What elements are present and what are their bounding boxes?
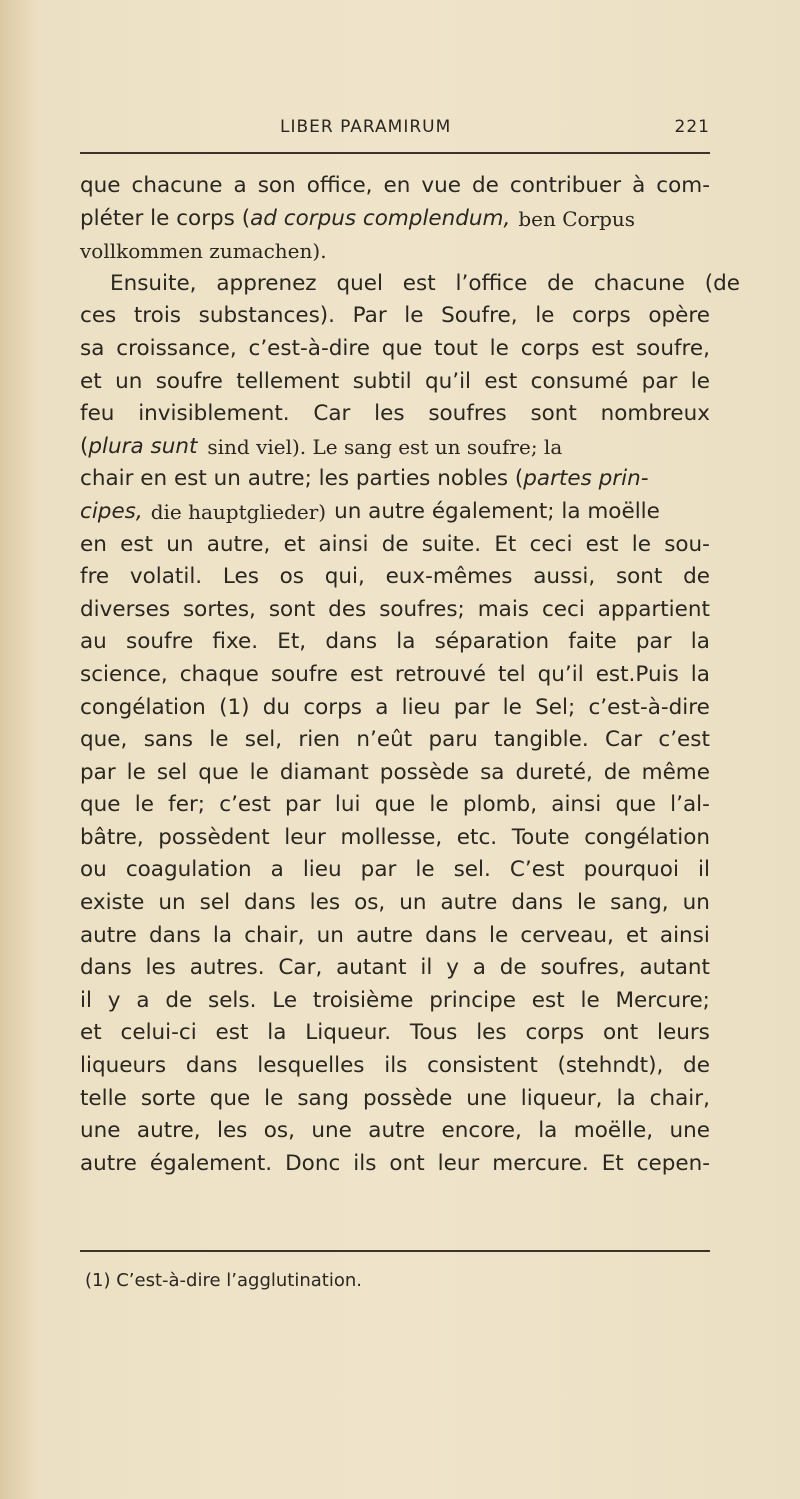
text-line: [80, 692, 710, 725]
page-number: 221: [674, 117, 710, 137]
text-line: [80, 268, 740, 301]
german-phrase: sind viel). Le sang est un soufre; la: [207, 434, 563, 459]
footnote-rule: [80, 1250, 710, 1252]
line-text: pléter le corps (: [80, 205, 251, 231]
text-line: [80, 235, 710, 268]
text-line: [80, 920, 710, 953]
text-line: [80, 854, 710, 887]
text-line: [80, 985, 710, 1018]
running-title: LIBER PARAMIRUM: [280, 117, 452, 137]
latin-phrase: plura sunt: [88, 433, 198, 459]
line-text: autre dans la chair, un autre dans le cerveau, et ainsi: [80, 922, 710, 948]
text-line: [80, 789, 710, 822]
text-line: [80, 203, 710, 236]
text-line: [80, 724, 710, 757]
text-line: [80, 1148, 710, 1181]
line-text: autre également. Donc ils ont leur mercure. Et cepen-: [80, 1150, 710, 1176]
text-line: [80, 1017, 710, 1050]
line-text: diverses sortes, sont des soufres; mais ceci appartient: [80, 596, 710, 622]
text-line: [80, 887, 710, 920]
line-text: telle sorte que le sang possède une liqueur, la chair,: [80, 1085, 710, 1111]
line-text: sa croissance, c’est-à-dire que tout le corps est soufre,: [80, 335, 710, 361]
text-line: [80, 1083, 710, 1116]
footnote: (1) C’est-à-dire l’agglutination.: [85, 1270, 362, 1291]
line-text: une autre, les os, une autre encore, la moëlle, une: [80, 1118, 710, 1144]
latin-phrase: cipes,: [80, 498, 143, 524]
line-text: que, sans le sel, rien n’eût paru tangible. Car c’est: [80, 727, 710, 753]
text-line: [80, 757, 710, 790]
line-text: feu invisiblement. Car les soufres sont nombreux: [80, 401, 710, 427]
line-text: (: [80, 433, 89, 459]
line-text: chair en est un autre; les parties nobles (: [80, 466, 524, 492]
line-text: et celui-ci est la Liqueur. Tous les corps ont leurs: [80, 1020, 710, 1046]
german-phrase: die hauptglieder): [150, 499, 327, 524]
text-line: [80, 822, 710, 855]
line-text: un autre également; la moëlle: [334, 498, 660, 524]
running-head: [80, 117, 710, 141]
line-text: liqueurs dans lesquelles ils consistent (stehndt), de: [80, 1053, 710, 1079]
line-text: il y a de sels. Le troisième principe est le Mercure;: [80, 987, 710, 1013]
line-text: Ensuite, apprenez quel est l’office de chacune (de: [110, 270, 740, 296]
text-line: [80, 170, 710, 203]
line-text: dans les autres. Car, autant il y a de soufres, autant: [80, 955, 710, 981]
line-text: en est un autre, et ainsi de suite. Et ceci est le sou-: [80, 531, 710, 557]
header-rule: [80, 152, 710, 154]
text-line: [80, 463, 710, 496]
line-text: existe un sel dans les os, un autre dans le sang, un: [80, 890, 710, 916]
text-line: [80, 561, 710, 594]
line-text: ou coagulation a lieu par le sel. C’est pourquoi il: [80, 857, 710, 883]
text-line: [80, 952, 710, 985]
line-text: ces trois substances). Par le Soufre, le corps opère: [80, 303, 710, 329]
text-line: [80, 626, 710, 659]
text-line: [80, 496, 710, 529]
latin-phrase: ad corpus complendum,: [250, 205, 511, 231]
text-line: [80, 529, 710, 562]
line-text: par le sel que le diamant possède sa dureté, de même: [80, 759, 710, 785]
text-line: [80, 1115, 710, 1148]
text-line: [80, 300, 710, 333]
line-text: congélation (1) du corps a lieu par le Sel; c’est-à-dire: [80, 694, 710, 720]
text-line: [80, 366, 710, 399]
line-text: fre volatil. Les os qui, eux-mêmes aussi, sont de: [80, 564, 710, 590]
text-line: [80, 398, 710, 431]
line-text: que le fer; c’est par lui que le plomb, ainsi que l’al-: [80, 792, 710, 818]
body-text: [80, 170, 740, 1180]
text-line: [80, 659, 710, 692]
german-phrase: ben Corpus: [518, 206, 636, 231]
text-line: [80, 431, 710, 464]
line-text: bâtre, possèdent leur mollesse, etc. Toute congélation: [80, 824, 710, 850]
text-line: [80, 594, 710, 627]
latin-phrase: partes prin-: [523, 466, 649, 492]
text-line: [80, 1050, 710, 1083]
line-text: science, chaque soufre est retrouvé tel qu’il est.Puis la: [80, 661, 710, 687]
line-text: au soufre fixe. Et, dans la séparation faite par la: [80, 629, 710, 655]
line-text: que chacune a son office, en vue de contribuer à com-: [80, 173, 710, 198]
german-phrase: vollkommen zumachen).: [80, 239, 327, 264]
text-line: [80, 333, 710, 366]
line-text: et un soufre tellement subtil qu’il est consumé par le: [80, 368, 710, 394]
